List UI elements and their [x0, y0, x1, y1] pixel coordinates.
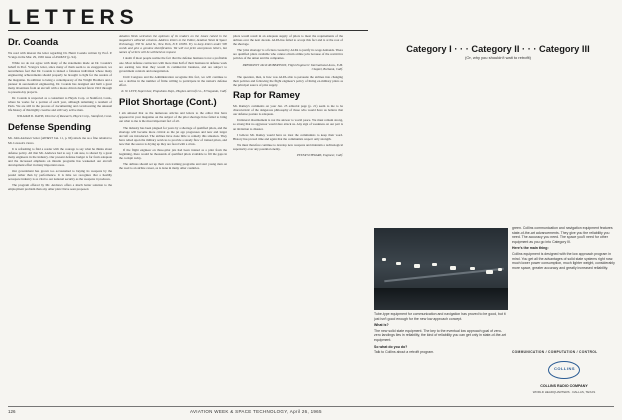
letter-paragraph: The question, then, is how was ALPA able to persuade the airlines into changing their policies and following the flight engineer's policy of hiring ex-military pilots as the principal source of pilot supply. [233, 74, 343, 87]
letter-paragraph: We must therefore continue to develop new weapons and maintain a technological superiority over any potential enemy. [233, 142, 343, 151]
letter-paragraph: Mr. Ramey's comments on your Jan. 25 editorial page (p. 21) seem to me to be characteristic of the dangerous philosophy of those who would have us believe that our defense posture is adequate. [233, 104, 343, 117]
letter-paragraph: Our government has grown too accustomed to buying its weapons by the pound rather than by performance. It is time we recognize that a healthy aerospace industry is as vital to our national security as the weapons it produces. [8, 169, 112, 182]
letters-column-1 [8, 34, 112, 404]
editor-note: Aviation Week welcomes the opinions of its readers on the issues raised in the magazine's editorial columns. Address letters to the Editor, Aviation Week & Space Technology, 330 W. 42nd St., New York, N.Y. 10036. Try to keep letters under 500 words and give a genuine identification. We will not print anonymous letters, but names of writers will be withheld on request. [119, 34, 227, 55]
collins-logo-text: COLLINS [553, 366, 576, 371]
footer-rule [8, 406, 614, 407]
letter-paragraph: The 'pilot shortage' is a fiction created by ALPA to justify its wage demands. There are qualified pilots available who cannot obtain airline jobs because of the restrictive policies of the union and the companies. [233, 48, 343, 61]
letter-paragraph: Dr. Coanda is respected as a consultant to Huyck Corp. at Stamford, Conn., where he works for a portion of each year, although remaining a resident of Paris. We are still in the process of documenting and corroborating the unusual life history of this highly creative and still very active man. [8, 95, 112, 113]
letter-paragraph: The program offered by Mr. Andrews offers a much better solution to the employment problem than any other plan I have seen proposed. [8, 183, 112, 192]
page-number: 126 [8, 409, 16, 414]
ad-paragraph: The new solid state equipment. The key to the eventual low approach goal of zero-zero landings lies in reliability, the kind of reliability you can get only in state-of-the-art equipment. [374, 328, 506, 342]
letter-heading-coanda: Dr. Coanda [8, 37, 59, 48]
ad-right-copy [512, 226, 616, 344]
letter-paragraph: If the flight engineer on three-pilot jets had been trained as a pilot from the beginning, there would be thousands of qualified pilots available to fill the gaps in the cockpit today. [119, 147, 227, 161]
ad-subheading: What is? [374, 323, 389, 328]
letter-paragraph: It is refreshing to find a reader with the courage to say what he thinks about defense policy. All that Mr. Andrews had to say, I am sure, is shared by a great many engineers in the industry. Our present defense budget is far from adequate and the increased emphasis on missile programs has weakened our aircraft development effort in many important areas. [8, 146, 112, 167]
letter-heading-pilot-shortage: Pilot Shortage (Cont.) [119, 97, 217, 109]
photo-light [450, 266, 456, 270]
photo-light [486, 270, 493, 274]
letters-column-3 [233, 34, 343, 404]
ad-headline: Category I · · · Category II · · · Category III [406, 44, 590, 54]
ad-paragraph: Tube-type equipment for communication and navigation has proved to be good, but it just isn't good enough for the new low approach concept. [374, 312, 506, 321]
section-masthead: LETTERS [8, 6, 139, 29]
ad-paragraph: green. Collins communication and navigation equipment features state-of-the-art advancements. They give you the reliability you need. The accuracy you need. The space you'll need for other equipment as you go into Category III. [512, 226, 613, 244]
letter-paragraph: We read with interest the letter regarding Dr. Henri Coanda written by Prof. P. Ycuigo in the Mar. 29, 1965 issue of AW&ST (p. 94). [8, 51, 112, 60]
letter-paragraph: Unilateral disarmament is not the answer to world peace. We must remain strong, so strong that no aggressor would dare attack us. Any sign of weakness on our part is an invitation to disaster. [233, 118, 343, 131]
letter-paragraph: The airlines should set up their own training programs and start young men on the road to an airline career, as is done in many other countries. [119, 162, 227, 171]
ad-paragraph: Talk to Collins about a retrofit program. [374, 350, 435, 355]
letter-paragraph: Until Congress and the Administration recognize this fact, we will continue to see a decline in the number of firms willing to participate in the nation's defense effort. [119, 74, 227, 88]
letter-paragraph: I doubt if most people realize the fact that the defense business is not a profitable one. Most defense contractors with more than half of their business in defense work are earning less than they would in commercial business, and are subject to government controls and renegotiation. [119, 56, 227, 73]
ad-company-name: COLLINS RADIO COMPANY [540, 384, 588, 388]
letter-heading-defense-spending: Defense Spending [8, 122, 91, 134]
airport-night-photo [374, 228, 508, 310]
photo-light [382, 258, 386, 261]
letter-paragraph: I believe Mr. Ramey would have us trust the communists to keep their word. History has proved time and again that the communists respect only strength. [233, 132, 343, 141]
photo-light [498, 268, 502, 271]
letters-column-2 [119, 34, 227, 404]
letter-paragraph: pilots would result in an adequate supply of pilots to meet the requirements of the airlines over the next decade. ALPA has failed to accept this fact and is at the root of the shortage. [233, 34, 343, 47]
photo-light [470, 267, 475, 270]
letter-paragraph: I am amazed that as the numerous articles and letters to the editor that have appeared in your magazine on the subject of the pilot shortage have failed to bring out what to me is the most important fact of all. [119, 111, 227, 124]
photo-light [396, 262, 401, 265]
ad-subhead: (Or, why you shouldn't wait to retrofit) [465, 55, 531, 60]
letter-paragraph: Mr. John Andrews' letter (AW&ST Jan. 11, p. 96) struck me as a fine rebuttal to Mr. Lawson's views. [8, 136, 112, 145]
letter-heading-rap-for-ramey: Rap for Ramey [233, 90, 301, 102]
ad-paragraph: Collins equipment is designed with the low approach program in mind. You get all the advantages of solid state systems right now: much lower power consumption, much lighter weight, considerably more space, greater accuracy and greatly increased reliability. [512, 251, 615, 270]
ad-subheading: Here's the main thing: [512, 246, 549, 251]
letter-paragraph: The industry has been plagued for years by a shortage of qualified pilots, and the shortage will become more critical as the jet age progresses and new and larger aircraft are introduced. The airlines have done little to remedy this situation. They have relied upon the military services to provide a steady flow of trained pilots, and now that the source is drying up they are faced with a crisis. [119, 125, 227, 146]
ad-left-copy [374, 312, 508, 408]
photo-light [414, 264, 420, 268]
letter-signature: PRESIDENT JACK ROBERTSON, Flight Engineers' International Assn., E.M. Chapter, Burbank, Calif. [242, 62, 343, 71]
letter-signature: WILLIAM D. DAVIS, Director of Research, Huyck Corp., Stamford, Conn. [17, 114, 112, 119]
publication-line: AVIATION WEEK & SPACE TECHNOLOGY, April 26, 1965 [190, 409, 322, 414]
photo-light [432, 263, 437, 266]
letter-signature: PETER SCHWARZ, Engineer, Calif. [296, 152, 343, 157]
ad-company-hq: WORLD HEADQUARTERS · DALLAS, TEXAS [532, 390, 596, 394]
ad-headline-block [384, 44, 612, 60]
ad-subheading: So what do you do? [374, 344, 408, 349]
letter-signature: K. W. LEVY, Supervisor, Propulsion Dept., Hughes Aircraft Co., El Segundo, Calif. [121, 89, 227, 94]
letter-paragraph: While we do not agree with many of the statements made on Dr. Coanda's behalf in Prof. Ycuigo's letter, since many of them seem to us exaggerated, we nevertheless feel that Dr. Coanda is indeed a fabulous individual whose many engineering achievements should properly be brought to light for the readers of the magazine. In addition to being a contemporary of the Wright Brothers and a pioneer in aeronautical engineering, Dr. Coanda has designed and built a great many inventions from an aircraft with a motor-driven ducted fan in 1910 through to present-day projects. [8, 61, 112, 94]
photo-runway [374, 288, 508, 310]
ad-tagline: COMMUNICATION / COMPUTATION / CONTROL [512, 350, 598, 354]
masthead-rule [8, 30, 368, 31]
